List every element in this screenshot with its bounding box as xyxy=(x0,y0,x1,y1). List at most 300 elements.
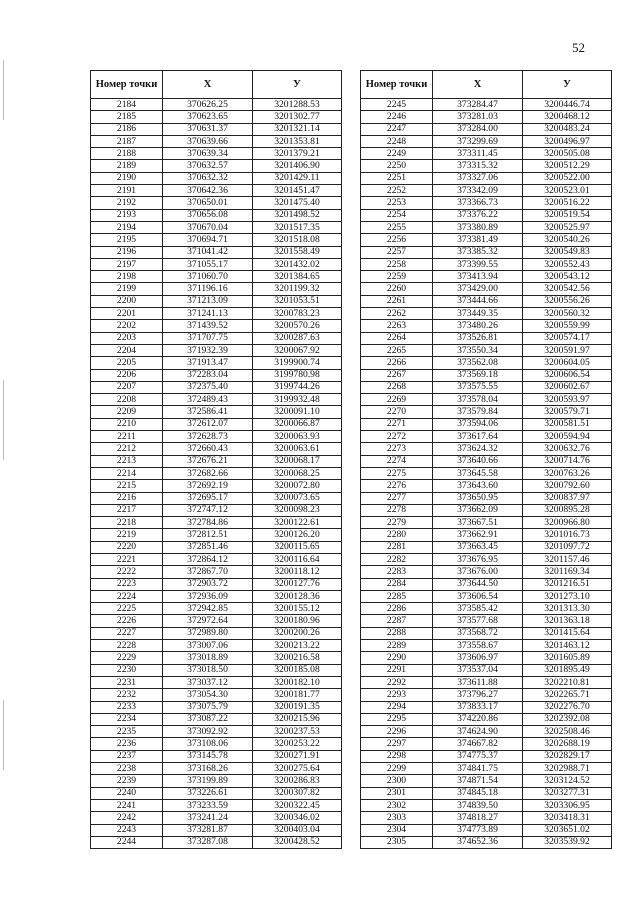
x-coordinate-cell: 374667.82 xyxy=(433,738,523,750)
point-number-cell: 2240 xyxy=(91,787,163,799)
point-number-cell: 2229 xyxy=(91,652,163,664)
y-coordinate-cell: 3200559.99 xyxy=(523,320,612,332)
y-coordinate-cell: 3200522.00 xyxy=(523,172,612,184)
point-number-cell: 2233 xyxy=(91,701,163,713)
x-coordinate-cell: 373569.18 xyxy=(433,369,523,381)
y-coordinate-cell: 3201216.51 xyxy=(523,578,612,590)
table-row xyxy=(361,369,612,381)
x-coordinate-cell: 373833.17 xyxy=(433,701,523,713)
table-row xyxy=(91,701,342,713)
x-coordinate-cell: 370639.66 xyxy=(163,135,253,147)
point-number-cell: 2246 xyxy=(361,111,433,123)
table-row xyxy=(91,185,342,197)
x-coordinate-cell: 373413.94 xyxy=(433,271,523,283)
point-number-cell: 2213 xyxy=(91,455,163,467)
x-coordinate-cell: 373550.34 xyxy=(433,344,523,356)
x-coordinate-cell: 373281.03 xyxy=(433,111,523,123)
y-coordinate-cell: 3200115.65 xyxy=(253,541,342,553)
x-coordinate-cell: 373037.12 xyxy=(163,676,253,688)
point-number-cell: 2303 xyxy=(361,812,433,824)
y-coordinate-cell: 3200286.83 xyxy=(253,775,342,787)
x-coordinate-cell: 372283.04 xyxy=(163,369,253,381)
point-number-cell: 2248 xyxy=(361,135,433,147)
y-coordinate-cell: 3201199.32 xyxy=(253,283,342,295)
table-row xyxy=(91,111,342,123)
point-number-cell: 2299 xyxy=(361,763,433,775)
point-number-cell: 2289 xyxy=(361,640,433,652)
table-row xyxy=(361,160,612,172)
y-coordinate-cell: 3201451.47 xyxy=(253,185,342,197)
point-number-cell: 2288 xyxy=(361,627,433,639)
point-number-cell: 2274 xyxy=(361,455,433,467)
x-coordinate-cell: 372942.85 xyxy=(163,603,253,615)
y-coordinate-cell: 3200837.97 xyxy=(523,492,612,504)
y-coordinate-cell: 3200180.96 xyxy=(253,615,342,627)
y-coordinate-cell: 3200512.29 xyxy=(523,160,612,172)
point-number-cell: 2273 xyxy=(361,443,433,455)
y-coordinate-cell: 3200895.28 xyxy=(523,504,612,516)
point-number-cell: 2264 xyxy=(361,332,433,344)
x-coordinate-cell: 372989.80 xyxy=(163,627,253,639)
table-row xyxy=(91,332,342,344)
point-number-cell: 2270 xyxy=(361,406,433,418)
table-row xyxy=(91,234,342,246)
point-number-cell: 2203 xyxy=(91,332,163,344)
point-number-cell: 2193 xyxy=(91,209,163,221)
y-coordinate-cell: 3202508.46 xyxy=(523,726,612,738)
point-number-cell: 2262 xyxy=(361,308,433,320)
y-coordinate-cell: 3200216.58 xyxy=(253,652,342,664)
y-coordinate-cell: 3201475.40 xyxy=(253,197,342,209)
point-number-cell: 2231 xyxy=(91,676,163,688)
table-row xyxy=(91,123,342,135)
table-row xyxy=(361,431,612,443)
x-coordinate-cell: 371932.39 xyxy=(163,344,253,356)
table-row xyxy=(91,357,342,369)
y-coordinate-cell: 3200525.97 xyxy=(523,221,612,233)
table-row xyxy=(361,197,612,209)
y-coordinate-cell: 3201432.02 xyxy=(253,258,342,270)
y-coordinate-cell: 3200581.51 xyxy=(523,418,612,430)
x-coordinate-cell: 373568.72 xyxy=(433,627,523,639)
y-coordinate-cell: 3200560.32 xyxy=(523,308,612,320)
x-coordinate-cell: 370623.65 xyxy=(163,111,253,123)
x-coordinate-cell: 372903.72 xyxy=(163,578,253,590)
table-header-row xyxy=(91,71,342,99)
y-coordinate-cell: 3203124.52 xyxy=(523,775,612,787)
table-row xyxy=(91,295,342,307)
y-coordinate-cell: 3202276.70 xyxy=(523,701,612,713)
point-number-cell: 2230 xyxy=(91,664,163,676)
table-row xyxy=(91,750,342,762)
x-coordinate-cell: 372628.73 xyxy=(163,431,253,443)
table-row xyxy=(361,467,612,479)
table-row xyxy=(91,209,342,221)
y-coordinate-cell: 3200185.08 xyxy=(253,664,342,676)
x-coordinate-cell: 371196.16 xyxy=(163,283,253,295)
coordinates-body-right xyxy=(361,99,612,849)
table-row xyxy=(91,566,342,578)
y-coordinate-cell: 3201353.81 xyxy=(253,135,342,147)
table-row xyxy=(361,689,612,701)
table-row xyxy=(91,541,342,553)
x-coordinate-cell: 372676.21 xyxy=(163,455,253,467)
y-coordinate-cell: 3201097.72 xyxy=(523,541,612,553)
y-coordinate-cell: 3200322.45 xyxy=(253,799,342,811)
binding-mark-middle xyxy=(3,380,4,460)
x-coordinate-cell: 373145.78 xyxy=(163,750,253,762)
point-number-cell: 2232 xyxy=(91,689,163,701)
x-coordinate-cell: 374818.27 xyxy=(433,812,523,824)
table-row xyxy=(91,394,342,406)
y-coordinate-cell: 3200091.10 xyxy=(253,406,342,418)
y-coordinate-cell: 3200237.53 xyxy=(253,726,342,738)
point-number-cell: 2218 xyxy=(91,517,163,529)
point-number-cell: 2280 xyxy=(361,529,433,541)
x-coordinate-cell: 373376.22 xyxy=(433,209,523,221)
y-coordinate-cell: 3200542.56 xyxy=(523,283,612,295)
y-coordinate-cell: 3200271.91 xyxy=(253,750,342,762)
y-coordinate-cell: 3199744.26 xyxy=(253,381,342,393)
point-number-cell: 2293 xyxy=(361,689,433,701)
y-coordinate-cell: 3203277.31 xyxy=(523,787,612,799)
point-number-cell: 2304 xyxy=(361,824,433,836)
table-row xyxy=(91,627,342,639)
point-number-cell: 2257 xyxy=(361,246,433,258)
y-coordinate-cell: 3200783.23 xyxy=(253,308,342,320)
x-coordinate-cell: 373663.45 xyxy=(433,541,523,553)
point-number-cell: 2241 xyxy=(91,799,163,811)
y-coordinate-cell: 3201605.89 xyxy=(523,652,612,664)
table-row xyxy=(361,590,612,602)
table-row xyxy=(91,148,342,160)
x-coordinate-cell: 372682.66 xyxy=(163,467,253,479)
x-coordinate-cell: 371707.75 xyxy=(163,332,253,344)
x-coordinate-cell: 370632.57 xyxy=(163,160,253,172)
y-coordinate-cell: 3200593.97 xyxy=(523,394,612,406)
point-number-cell: 2194 xyxy=(91,221,163,233)
y-coordinate-cell: 3201415.64 xyxy=(523,627,612,639)
coordinates-table-right xyxy=(360,70,612,849)
table-row xyxy=(361,295,612,307)
y-coordinate-cell: 3200118.12 xyxy=(253,566,342,578)
table-row xyxy=(91,664,342,676)
y-coordinate-cell: 3200519.54 xyxy=(523,209,612,221)
y-coordinate-cell: 3200068.17 xyxy=(253,455,342,467)
y-coordinate-cell: 3200579.71 xyxy=(523,406,612,418)
y-coordinate-cell: 3203418.31 xyxy=(523,812,612,824)
point-number-cell: 2212 xyxy=(91,443,163,455)
y-coordinate-cell: 3200253.22 xyxy=(253,738,342,750)
x-coordinate-cell: 372489.43 xyxy=(163,394,253,406)
table-row xyxy=(361,787,612,799)
point-number-cell: 2297 xyxy=(361,738,433,750)
y-coordinate-cell: 3201518.08 xyxy=(253,234,342,246)
x-coordinate-cell: 373007.06 xyxy=(163,640,253,652)
point-number-cell: 2195 xyxy=(91,234,163,246)
x-coordinate-cell: 374845.18 xyxy=(433,787,523,799)
x-coordinate-cell: 372612.07 xyxy=(163,418,253,430)
table-row xyxy=(361,652,612,664)
table-row xyxy=(91,258,342,270)
table-row xyxy=(361,406,612,418)
point-number-cell: 2287 xyxy=(361,615,433,627)
x-coordinate-cell: 373092.92 xyxy=(163,726,253,738)
x-coordinate-cell: 373075.79 xyxy=(163,701,253,713)
point-number-cell: 2261 xyxy=(361,295,433,307)
x-coordinate-cell: 373284.00 xyxy=(433,123,523,135)
x-coordinate-cell: 373444.66 xyxy=(433,295,523,307)
x-coordinate-cell: 370656.08 xyxy=(163,209,253,221)
point-number-cell: 2249 xyxy=(361,148,433,160)
y-coordinate-cell: 3200552.43 xyxy=(523,258,612,270)
point-number-cell: 2258 xyxy=(361,258,433,270)
point-number-cell: 2206 xyxy=(91,369,163,381)
x-coordinate-cell: 373606.54 xyxy=(433,590,523,602)
x-coordinate-cell: 373281.87 xyxy=(163,824,253,836)
point-number-cell: 2283 xyxy=(361,566,433,578)
x-coordinate-cell: 371913.47 xyxy=(163,357,253,369)
table-row xyxy=(361,553,612,565)
x-coordinate-cell: 373650.95 xyxy=(433,492,523,504)
table-row xyxy=(361,344,612,356)
point-number-cell: 2227 xyxy=(91,627,163,639)
x-coordinate-cell: 373299.69 xyxy=(433,135,523,147)
point-number-cell: 2190 xyxy=(91,172,163,184)
y-coordinate-cell: 3201895.49 xyxy=(523,664,612,676)
y-coordinate-cell: 3201463.12 xyxy=(523,640,612,652)
table-row xyxy=(91,492,342,504)
table-row xyxy=(361,726,612,738)
y-coordinate-cell: 3201363.18 xyxy=(523,615,612,627)
y-coordinate-cell: 3200073.65 xyxy=(253,492,342,504)
x-coordinate-cell: 371041.42 xyxy=(163,246,253,258)
point-number-cell: 2238 xyxy=(91,763,163,775)
x-coordinate-cell: 372692.19 xyxy=(163,480,253,492)
y-coordinate-cell: 3200307.82 xyxy=(253,787,342,799)
point-number-cell: 2223 xyxy=(91,578,163,590)
point-number-cell: 2284 xyxy=(361,578,433,590)
x-coordinate-cell: 373226.61 xyxy=(163,787,253,799)
point-number-cell: 2278 xyxy=(361,504,433,516)
table-row xyxy=(361,443,612,455)
point-number-cell: 2199 xyxy=(91,283,163,295)
point-number-cell: 2226 xyxy=(91,615,163,627)
table-row xyxy=(91,443,342,455)
table-row xyxy=(361,172,612,184)
point-number-cell: 2200 xyxy=(91,295,163,307)
y-coordinate-cell: 3200602.67 xyxy=(523,381,612,393)
y-coordinate-cell: 3201313.30 xyxy=(523,603,612,615)
x-coordinate-cell: 373579.84 xyxy=(433,406,523,418)
table-row xyxy=(361,627,612,639)
table-row xyxy=(361,566,612,578)
table-row xyxy=(91,308,342,320)
table-row xyxy=(361,578,612,590)
point-number-cell: 2189 xyxy=(91,160,163,172)
table-row xyxy=(361,713,612,725)
y-coordinate-cell: 3202210.81 xyxy=(523,676,612,688)
point-number-cell: 2276 xyxy=(361,480,433,492)
y-coordinate-cell: 3200200.26 xyxy=(253,627,342,639)
point-number-cell: 2207 xyxy=(91,381,163,393)
point-number-cell: 2184 xyxy=(91,99,163,111)
point-number-cell: 2291 xyxy=(361,664,433,676)
y-coordinate-cell: 3203306.95 xyxy=(523,799,612,811)
point-number-cell: 2252 xyxy=(361,185,433,197)
point-number-cell: 2247 xyxy=(361,123,433,135)
table-row xyxy=(361,738,612,750)
table-row xyxy=(91,467,342,479)
x-coordinate-cell: 373575.55 xyxy=(433,381,523,393)
x-coordinate-cell: 373385.32 xyxy=(433,246,523,258)
x-coordinate-cell: 371213.09 xyxy=(163,295,253,307)
y-coordinate-cell: 3200516.22 xyxy=(523,197,612,209)
table-row xyxy=(361,332,612,344)
y-coordinate-cell: 3200155.12 xyxy=(253,603,342,615)
x-coordinate-cell: 374652.36 xyxy=(433,836,523,848)
point-number-cell: 2239 xyxy=(91,775,163,787)
table-row xyxy=(361,836,612,848)
point-number-cell: 2202 xyxy=(91,320,163,332)
table-row xyxy=(361,99,612,111)
point-number-cell: 2301 xyxy=(361,787,433,799)
table-row xyxy=(91,713,342,725)
point-number-cell: 2269 xyxy=(361,394,433,406)
point-number-cell: 2220 xyxy=(91,541,163,553)
x-coordinate-cell: 373054.30 xyxy=(163,689,253,701)
point-number-cell: 2300 xyxy=(361,775,433,787)
y-coordinate-cell: 3200068.25 xyxy=(253,467,342,479)
table-row xyxy=(91,615,342,627)
table-row xyxy=(91,763,342,775)
x-coordinate-cell: 373611.88 xyxy=(433,676,523,688)
y-coordinate-cell: 3201429.11 xyxy=(253,172,342,184)
x-coordinate-cell: 370670.04 xyxy=(163,221,253,233)
x-coordinate-cell: 373624.32 xyxy=(433,443,523,455)
y-coordinate-cell: 3201288.53 xyxy=(253,99,342,111)
point-number-cell: 2235 xyxy=(91,726,163,738)
x-coordinate-cell: 370631.37 xyxy=(163,123,253,135)
table-row xyxy=(361,640,612,652)
x-header: X xyxy=(433,71,523,99)
x-coordinate-cell: 373108.06 xyxy=(163,738,253,750)
x-coordinate-cell: 370642.36 xyxy=(163,185,253,197)
table-row xyxy=(361,799,612,811)
y-coordinate-cell: 3200215.96 xyxy=(253,713,342,725)
point-number-cell: 2277 xyxy=(361,492,433,504)
table-row xyxy=(91,578,342,590)
table-row xyxy=(361,111,612,123)
point-number-cell: 2294 xyxy=(361,701,433,713)
x-coordinate-cell: 372936.09 xyxy=(163,590,253,602)
x-coordinate-cell: 372972.64 xyxy=(163,615,253,627)
point-number-cell: 2255 xyxy=(361,221,433,233)
x-coordinate-cell: 372812.51 xyxy=(163,529,253,541)
x-coordinate-cell: 374220.86 xyxy=(433,713,523,725)
binding-mark-top xyxy=(3,60,4,120)
y-coordinate-cell: 3200606.54 xyxy=(523,369,612,381)
table-row xyxy=(91,197,342,209)
y-coordinate-cell: 3199900.74 xyxy=(253,357,342,369)
table-row xyxy=(91,689,342,701)
point-number-cell: 2305 xyxy=(361,836,433,848)
table-row xyxy=(361,529,612,541)
y-coordinate-cell: 3200428.52 xyxy=(253,836,342,848)
point-number-cell: 2243 xyxy=(91,824,163,836)
point-number-cell: 2208 xyxy=(91,394,163,406)
table-row xyxy=(361,320,612,332)
table-row xyxy=(361,357,612,369)
x-coordinate-cell: 374841.75 xyxy=(433,763,523,775)
point-number-header: Номер точки xyxy=(361,71,433,99)
y-coordinate-cell: 3200792.60 xyxy=(523,480,612,492)
x-coordinate-cell: 371060.70 xyxy=(163,271,253,283)
y-coordinate-cell: 3200483.24 xyxy=(523,123,612,135)
x-coordinate-cell: 374839.50 xyxy=(433,799,523,811)
x-coordinate-cell: 372867.70 xyxy=(163,566,253,578)
table-row xyxy=(91,504,342,516)
x-coordinate-cell: 372660.43 xyxy=(163,443,253,455)
x-coordinate-cell: 373018.89 xyxy=(163,652,253,664)
point-number-cell: 2204 xyxy=(91,344,163,356)
table-row xyxy=(361,123,612,135)
x-coordinate-cell: 370639.34 xyxy=(163,148,253,160)
table-row xyxy=(91,172,342,184)
x-coordinate-cell: 374871.54 xyxy=(433,775,523,787)
table-row xyxy=(91,836,342,848)
point-number-cell: 2216 xyxy=(91,492,163,504)
coordinates-body-left xyxy=(91,99,342,849)
y-coordinate-cell: 3200496.97 xyxy=(523,135,612,147)
table-row xyxy=(361,418,612,430)
x-coordinate-cell: 373233.59 xyxy=(163,799,253,811)
y-coordinate-cell: 3201384.65 xyxy=(253,271,342,283)
point-number-cell: 2221 xyxy=(91,553,163,565)
y-coordinate-cell: 3200446.74 xyxy=(523,99,612,111)
table-row xyxy=(361,541,612,553)
table-row xyxy=(361,209,612,221)
table-row xyxy=(361,381,612,393)
point-number-cell: 2244 xyxy=(91,836,163,848)
x-coordinate-cell: 373399.55 xyxy=(433,258,523,270)
table-row xyxy=(91,271,342,283)
table-row xyxy=(361,504,612,516)
point-number-cell: 2209 xyxy=(91,406,163,418)
table-row xyxy=(91,99,342,111)
x-coordinate-cell: 373645.58 xyxy=(433,467,523,479)
x-coordinate-cell: 372586.41 xyxy=(163,406,253,418)
x-coordinate-cell: 373018.50 xyxy=(163,664,253,676)
x-coordinate-cell: 372375.40 xyxy=(163,381,253,393)
x-coordinate-cell: 373585.42 xyxy=(433,603,523,615)
x-coordinate-cell: 372784.86 xyxy=(163,517,253,529)
point-number-cell: 2286 xyxy=(361,603,433,615)
y-coordinate-cell: 3200574.17 xyxy=(523,332,612,344)
point-number-cell: 2253 xyxy=(361,197,433,209)
y-coordinate-cell: 3200213.22 xyxy=(253,640,342,652)
table-row xyxy=(91,553,342,565)
y-coordinate-cell: 3200066.87 xyxy=(253,418,342,430)
point-number-cell: 2275 xyxy=(361,467,433,479)
y-header: У xyxy=(253,71,342,99)
y-coordinate-cell: 3200067.92 xyxy=(253,344,342,356)
table-row xyxy=(91,406,342,418)
y-coordinate-cell: 3200128.36 xyxy=(253,590,342,602)
x-coordinate-cell: 370650.01 xyxy=(163,197,253,209)
point-number-cell: 2210 xyxy=(91,418,163,430)
y-coordinate-cell: 3201517.35 xyxy=(253,221,342,233)
